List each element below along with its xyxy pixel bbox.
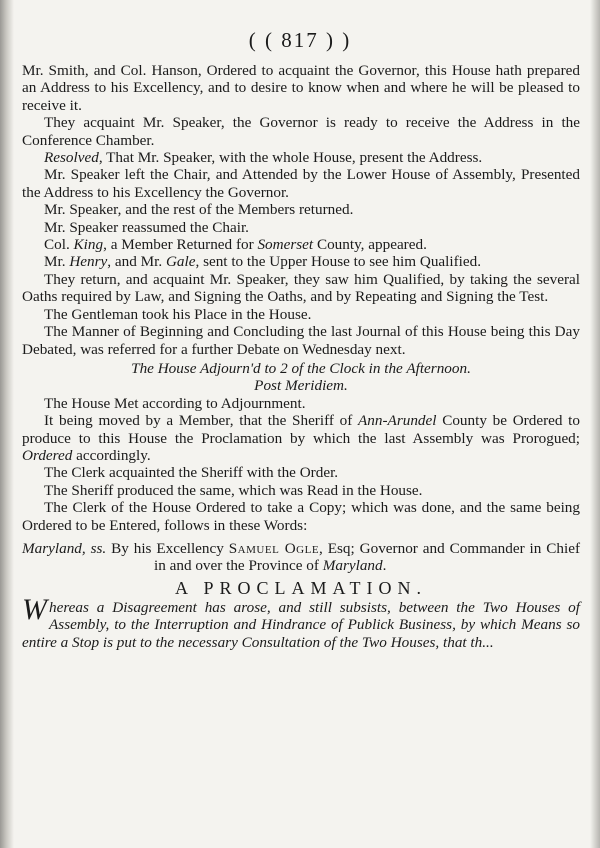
resolved-word: Resolved — [44, 149, 99, 167]
preamble-end: . — [382, 557, 387, 575]
paragraph-gentleman-place: The Gentleman took his Place in the House. — [44, 305, 312, 323]
paragraph-house-met: The House Met according to Adjournment. — [44, 394, 306, 412]
paragraph-manner-debated: The Manner of Beginning and Concluding the last Journal of this House being this Day Debated, was referred for a further Debate on Wednesday next. — [22, 323, 580, 358]
province-maryland: Maryland — [322, 557, 383, 575]
name-henry: Henry — [69, 253, 108, 271]
post-meridiem-heading: Post Meridiem. — [254, 377, 348, 395]
governor-name: Samuel Ogle — [228, 539, 320, 557]
maryland-ss: Maryland, ss. — [22, 539, 107, 557]
paragraph-clerk-copy: The Clerk of the House Ordered to take a Copy; which was done, and the same being Ordered to be Entered, follows in these Words: — [22, 499, 580, 534]
l7-end: County, appeared. — [313, 236, 427, 254]
paragraph-henry-gale — [22, 253, 580, 270]
paragraph-speaker-reassumed: Mr. Speaker reassumed the Chair. — [44, 218, 249, 236]
place-ann-arundel: Ann-Arundel — [358, 412, 437, 430]
l8-end: , sent to the Upper House to see him Qualified. — [195, 253, 482, 271]
proclamation-text: hereas a Disagreement has arose, and still subsists, between the Two Houses of Assembly, to the Interruption and Hindrance of Publick Business, by which Means so entire a Stop is put to the necessary Consultation of the Two Houses, that th... — [22, 598, 580, 651]
proclamation-body — [22, 592, 580, 651]
name-king: King — [73, 236, 104, 254]
l7-mid: , a Member Returned for — [103, 236, 258, 254]
drop-cap: W — [22, 592, 47, 626]
paragraph-members-returned: Mr. Speaker, and the rest of the Members returned. — [44, 201, 354, 219]
l13-mid: County be Ordered to produce to this House the Proclamation by which the last Assembly was Prorogued; — [22, 412, 580, 447]
place-somerset: Somerset — [257, 236, 314, 254]
l13-end: accordingly. — [72, 446, 151, 464]
proclamation-title: A PROCLAMATION. — [174, 577, 428, 598]
paragraph-order-address: Mr. Smith, and Col. Hanson, Ordered to acquaint the Governor, this House hath prepared an Address to his Excellency, and to desire to know when and where he will be pleased to receive it. — [22, 62, 580, 114]
paragraph-clerk-acquainted: The Clerk acquainted the Sheriff with the Order. — [44, 464, 339, 482]
paragraph-sheriff-produced: The Sheriff produced the same, which was Read in the House. — [44, 481, 423, 499]
journal-text — [22, 62, 580, 651]
resolved-text: , That Mr. Speaker, with the whole House, present the Address. — [98, 149, 483, 167]
paragraph-sheriff-motion — [22, 412, 580, 464]
page-edge-shadow-right — [590, 0, 600, 848]
l8-mid: , and Mr. — [107, 253, 166, 271]
preamble-by: By his Excellency — [106, 539, 229, 557]
proclamation-preamble — [22, 540, 580, 575]
paragraph-col-king — [22, 236, 580, 253]
ordered-word: Ordered — [22, 446, 73, 464]
adjournment-line: The House Adjourn'd to 2 of the Clock in the Afternoon. — [131, 359, 471, 377]
page-edge-shadow-left — [0, 0, 14, 848]
name-gale: Gale — [165, 253, 196, 271]
l13-prefix: It being moved by a Member, that the Sheriff of — [44, 412, 359, 430]
paragraph-governor-ready: They acquaint Mr. Speaker, the Governor is ready to receive the Address in the Conference Chamber. — [22, 114, 580, 149]
l7-prefix: Col. — [44, 236, 74, 254]
paragraph-resolved — [22, 149, 580, 166]
paragraph-speaker-left: Mr. Speaker left the Chair, and Attended by the Lower House of Assembly, Presented the Address to his Excellency the Governor. — [22, 166, 580, 201]
l8-prefix: Mr. — [44, 253, 70, 271]
preamble-title: , Esq; Governor and Commander in Chief in and over the Province of — [154, 539, 581, 575]
page-number: ( ( 817 ) ) — [248, 28, 352, 52]
paragraph-qualified: They return, and acquaint Mr. Speaker, they saw him Qualified, by taking the several Oaths required by Law, and Signing the Oaths, and by Repeating and Signing the Test. — [22, 270, 580, 306]
